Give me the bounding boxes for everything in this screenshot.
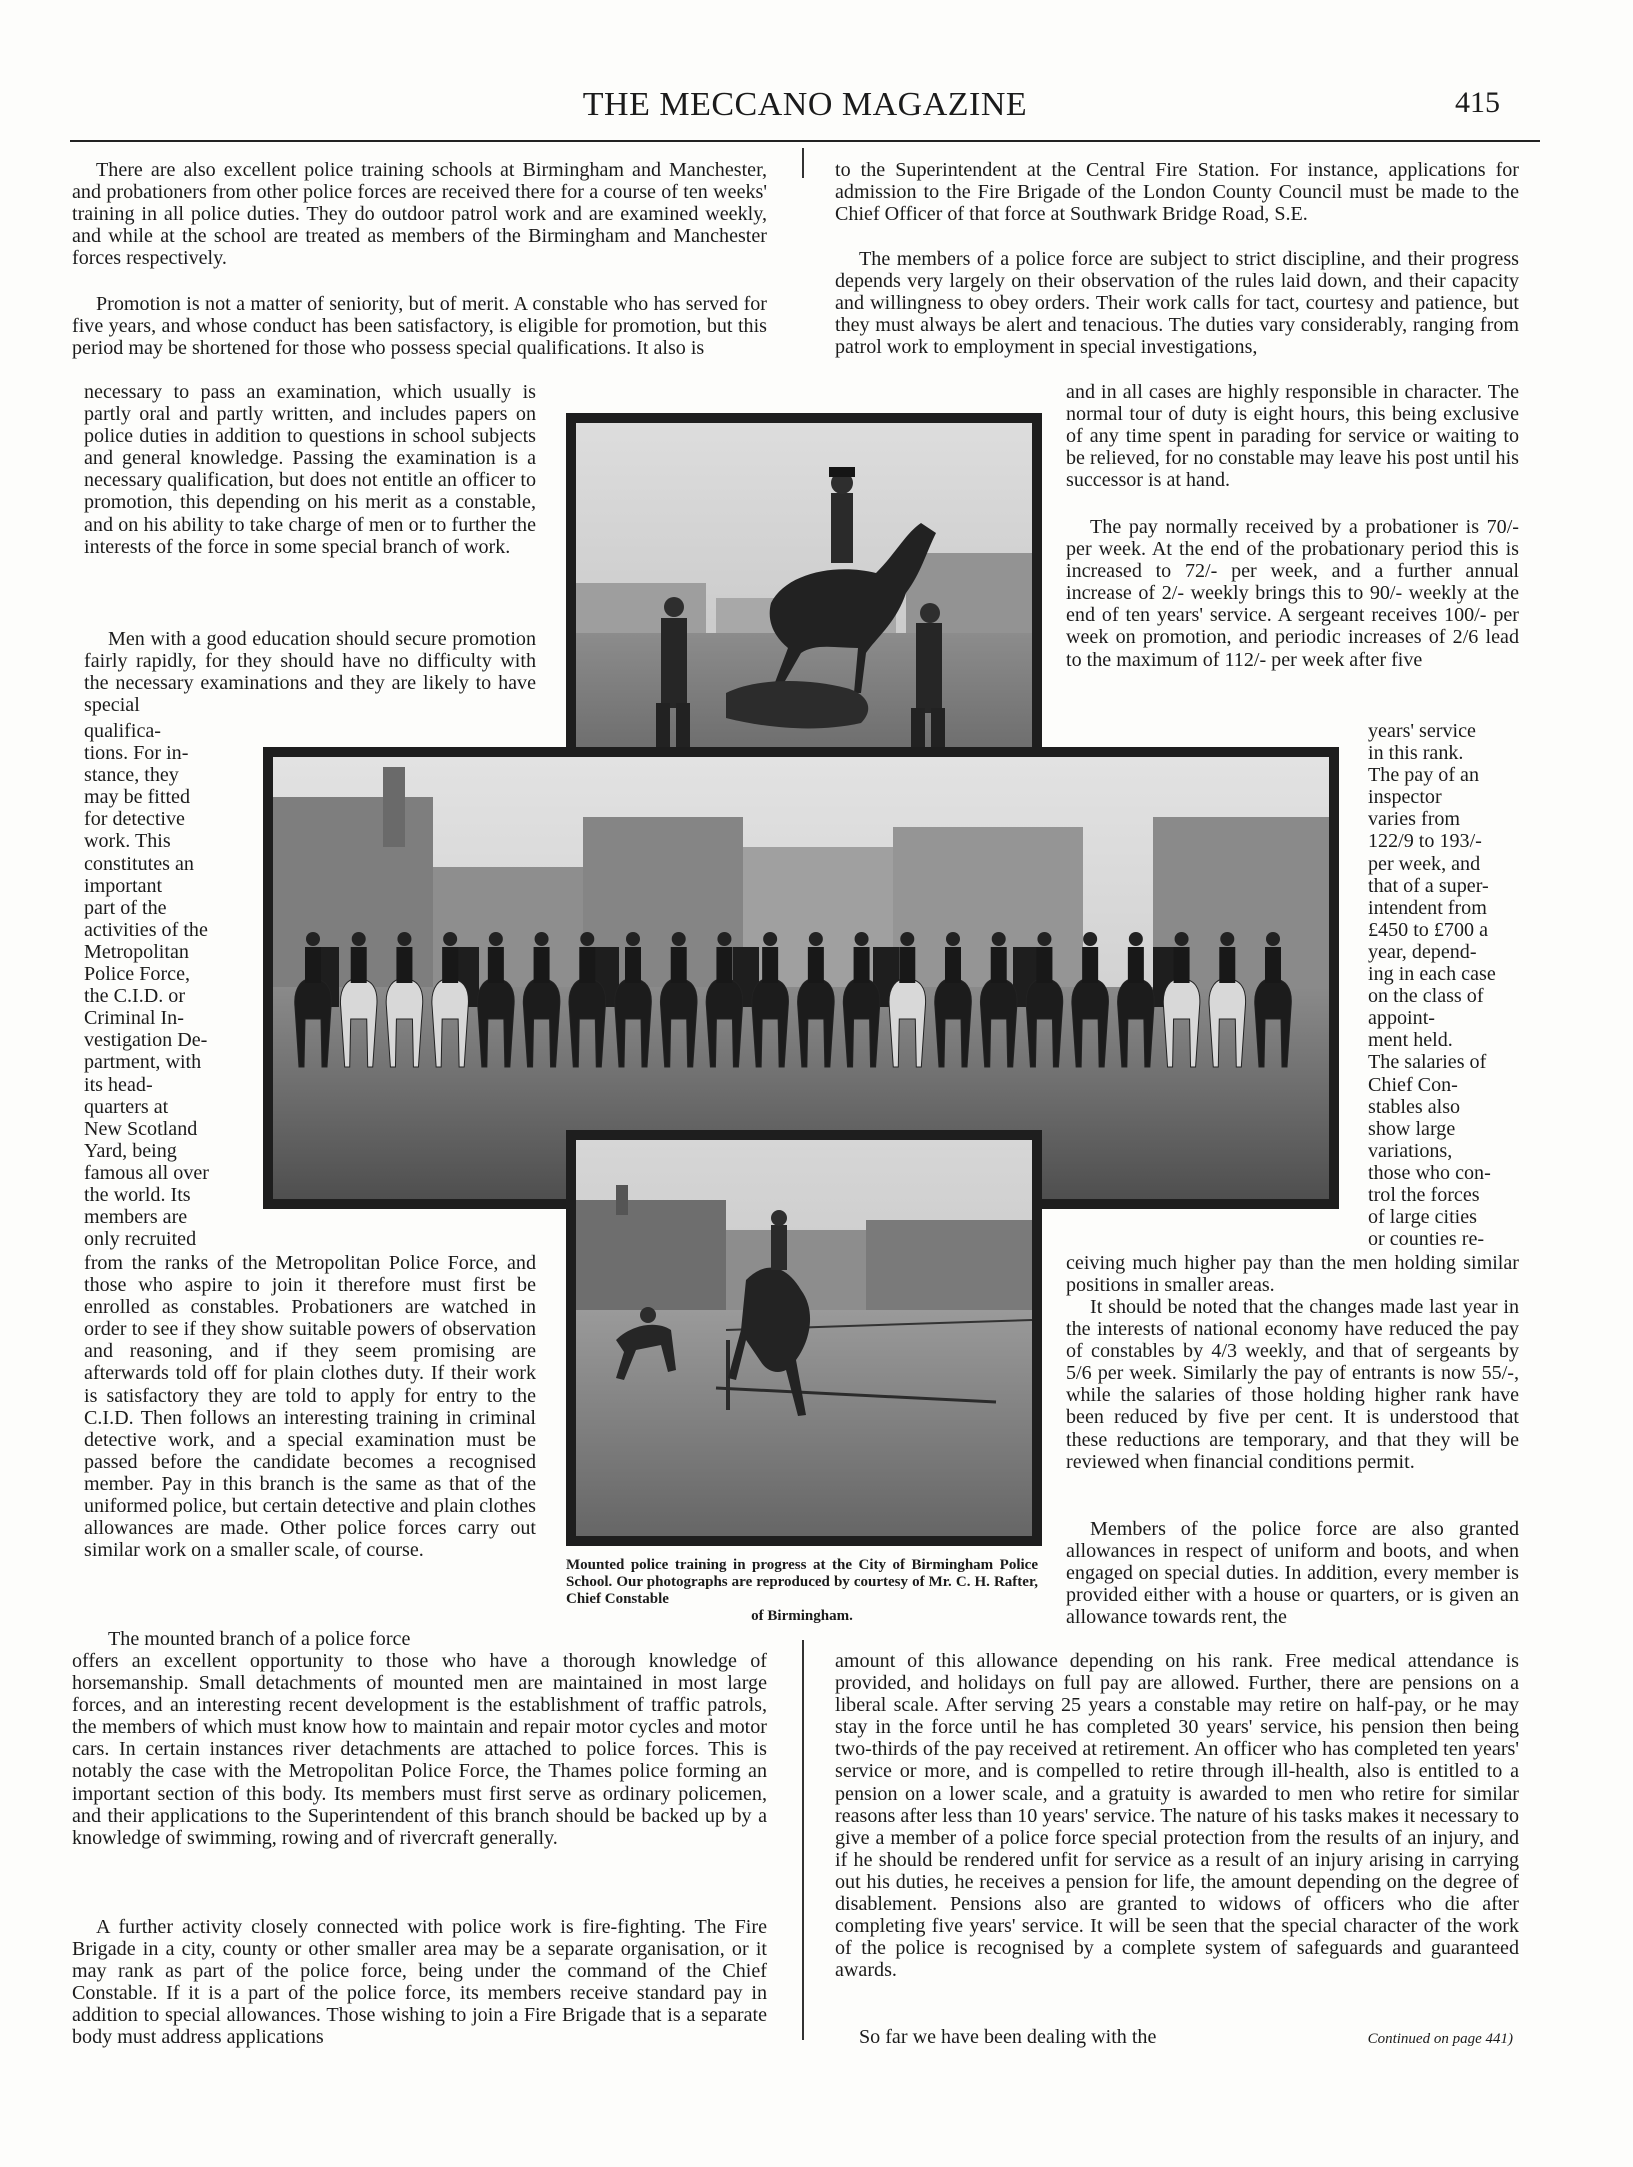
narrow-line: years' service [1368, 720, 1476, 742]
narrow-line: varies from [1368, 808, 1461, 831]
narrow-line: 122/9 to 193/- [1368, 830, 1482, 853]
rider-figure [351, 947, 367, 983]
right-paragraph-8: amount of this allowance depending on his rank. Free medical attendance is provided, and holidays on full pay are allowed. Further, there are pensions on a liberal scale. After serving 25 years a constable may retire on half-pay, or he may stay in the force until he has completed 30 years' service, his pension then being two-thirds of the pay received at retirement. An officer who has completed ten years' service or more, and is compelled to retire through ill-health, also is entitled to a pension on a lower scale, and a gratuity is awarded to men who retire for similar reasons after less than 10 years' service. The nature of his tasks makes it necessary to give a member of a police force special protection from the results of an injury, and if he should be rendered unfit for service as a result of an injury arising in carrying out his duties, he receives a pension for life, the amount depending on the degree of disablement. Pensions also are granted to widows of officers who die after completing five years' service. It will be seen that the special character of the work of the police is recognised by a complete system of safeguards and guaranteed awards. [835, 1650, 1519, 1982]
narrow-line: important [84, 874, 163, 897]
rider-head [900, 932, 914, 946]
narrow-line: constitutes an [84, 852, 194, 875]
narrow-line: part of the [84, 896, 167, 919]
rider-figure [1174, 947, 1190, 983]
column-divider-top [802, 148, 804, 178]
rider-figure [671, 947, 687, 983]
narrow-line: Criminal In- [84, 1007, 184, 1030]
rider-head [580, 932, 594, 946]
rider-figure [625, 947, 641, 983]
magazine-title: THE MECCANO MAGAZINE [582, 86, 1028, 123]
narrow-line: The salaries of [1368, 1051, 1487, 1074]
right-paragraph-3: and in all cases are highly responsible in character. The normal tour of duty is eight hours, this being exclusive of any time spent in parading for service or waiting to be relieved, for no constable may leave his post until his successor is at hand. [1066, 381, 1519, 492]
rider-figure [305, 947, 321, 983]
rider-figure [1219, 947, 1235, 983]
rider-head [443, 932, 457, 946]
narrow-line: famous all over [84, 1161, 209, 1184]
narrow-line: intendent from [1368, 896, 1487, 919]
rider-figure [579, 947, 595, 983]
narrow-line: only recruited [84, 1228, 197, 1251]
rider-head [489, 932, 503, 946]
narrow-line: Metropolitan [84, 940, 189, 963]
left-paragraph-6: The mounted branch of a police force [108, 1628, 411, 1650]
narrow-line: members are [84, 1206, 188, 1229]
right-paragraph-6: It should be noted that the changes made last year in the interests of national economy have reduced the pay of constables by 4/3 weekly, and that of sergeants by 5/6 per week. Similarly the pay of entrants is now 55/-, while the salaries of those holding higher rank have been reduced by five per cent. It is understood that these reductions are temporary, and that they will be reviewed when financial conditions permit. [1066, 1296, 1519, 1473]
rider-head [626, 932, 640, 946]
rider-head [1175, 932, 1189, 946]
rider-figure [1128, 947, 1144, 983]
rider-figure [1082, 947, 1098, 983]
narrow-line: quarters at [84, 1095, 169, 1118]
narrow-line: or counties re- [1368, 1228, 1485, 1251]
rider-figure [716, 947, 732, 983]
narrow-line: of large cities [1368, 1206, 1477, 1229]
rider-head [717, 932, 731, 946]
left-narrow-column [84, 720, 240, 1250]
narrow-line: trol the forces [1368, 1183, 1480, 1206]
photo-jump-practice-image [576, 1140, 1032, 1536]
narrow-line: stance, they [84, 764, 179, 787]
rider-head [1129, 932, 1143, 946]
rider-head [809, 932, 823, 946]
narrow-line: The pay of an [1368, 764, 1480, 787]
narrow-line: in this rank. [1368, 742, 1464, 765]
left-paragraph-2: Promotion is not a matter of seniority, but of merit. A constable who has served for five years, and whose conduct has been satisfactory, is eligible for promotion, but this period may be shortened for those who possess special qualifications. It also is [72, 293, 767, 360]
page-number: 415 [1455, 86, 1500, 119]
narrow-line: its head- [84, 1073, 153, 1096]
photo-caption: Mounted police training in progress at the City of Birmingham Police School. Our photographs are reproduced by courtesy of Mr. C. H. Rafter, Chief Constable of Birmingham. [566, 1557, 1038, 1624]
rider-figure [899, 947, 915, 983]
rider-figure [808, 947, 824, 983]
rider-figure [1265, 947, 1281, 983]
right-paragraph-2: The members of a police force are subject to strict discipline, and their progress depends very largely on their observation of the rules laid down, and their capacity and willingness to obey orders. Their work calls for tact, courtesy and patience, but they must always be alert and tenacious. The duties vary considerably, ranging from patrol work to employment in special investigations, [835, 248, 1519, 359]
rider-head [1266, 932, 1280, 946]
narrow-line: stables also [1368, 1095, 1461, 1118]
rider-head [397, 932, 411, 946]
column-divider-bottom [802, 1640, 804, 2040]
rider-head [763, 932, 777, 946]
rider-head [1037, 932, 1051, 946]
rider-head [672, 932, 686, 946]
right-paragraph-9: So far we have been dealing with the Continued on page 441) [835, 2026, 1519, 2048]
continued-note: Continued on page 441) [1367, 2031, 1513, 2047]
narrow-line: the world. Its [84, 1183, 191, 1206]
rider-head [992, 932, 1006, 946]
narrow-line: £450 to £700 a [1368, 918, 1488, 941]
header-rule [70, 140, 1540, 142]
rider-figure [1036, 947, 1052, 983]
narrow-line: that of a super- [1368, 874, 1489, 897]
rider-figure [762, 947, 778, 983]
narrow-line: inspector [1368, 786, 1442, 809]
narrow-line: year, depend- [1368, 940, 1477, 963]
narrow-line: show large [1368, 1117, 1456, 1140]
narrow-line: Chief Con- [1368, 1073, 1458, 1096]
rider-figure [854, 947, 870, 983]
left-paragraph-5: from the ranks of the Metropolitan Police Force, and those who aspire to join it therefore must first be enrolled as constables. Probationers are watched in order to see if they show suitable powers of observation and reasoning, and if they seem promising are afterwards told off for plain clothes duty. If their work is satisfactory they are told to apply for entry to the C.I.D. Then follows an interesting training in criminal detective work, and a special examination must be passed before the candidate becomes a recognised member. Pay in this branch is the same as that of the uniformed police, but certain detective and plain clothes allowances are made. Other police forces carry out similar work on a smaller scale, of course. [84, 1252, 536, 1562]
rider-head [1220, 932, 1234, 946]
rider-figure [396, 947, 412, 983]
right-paragraph-1: to the Superintendent at the Central Fire Station. For instance, applications for admission to the Fire Brigade of the London County Council must be made to the Chief Officer of that force at Southwark Bridge Road, S.E. [835, 159, 1519, 226]
narrow-line: partment, with [84, 1051, 202, 1074]
rider-head [1083, 932, 1097, 946]
rider-head [306, 932, 320, 946]
narrow-line: work. This [84, 830, 171, 853]
rider-figure [945, 947, 961, 983]
narrow-line: those who con- [1368, 1161, 1491, 1184]
narrow-line: ing in each case [1368, 963, 1496, 986]
narrow-line: may be fitted [84, 786, 191, 809]
right-paragraph-7: Members of the police force are also granted allowances in respect of uniform and boots, and when engaged on special duties. In addition, every member is provided either with a house or quarters, or is given an allowance towards rent, the [1066, 1518, 1519, 1629]
narrow-line: tions. For in- [84, 742, 189, 765]
left-paragraph-1: There are also excellent police training schools at Birmingham and Manchester, and probationers from other police forces are received there for a course of ten weeks' training in all police duties. They do outdoor patrol work and are examined weekly, and while at the school are treated as members of the Birmingham and Manchester forces respectively. [72, 159, 767, 270]
narrow-line: New Scotland [84, 1117, 198, 1140]
narrow-line: on the class of [1368, 985, 1484, 1008]
left-paragraph-3: necessary to pass an examination, which usually is partly oral and partly written, and includes papers on police duties in addition to questions in school subjects and general knowledge. Passing the examination is a necessary qualification, but does not entitle an officer to promotion, this depending on his merit as a constable, and on his ability to take charge of men or to further the interests of the force in some special branch of work. [84, 381, 536, 558]
rider-head [855, 932, 869, 946]
narrow-line: qualifica- [84, 720, 161, 742]
left-paragraph-4: Men with a good education should secure promotion fairly rapidly, for they should have no difficulty with the necessary examinations and they are likely to have special [84, 628, 536, 717]
narrow-line: ment held. [1368, 1029, 1453, 1052]
narrow-line: the C.I.D. or [84, 985, 186, 1008]
right-paragraph-4: The pay normally received by a probationer is 70/- per week. At the end of the probationary period this is increased to 72/- per week, and a further annual increase of 2/- weekly brings this to 90/- weekly at the end of ten years' service. A sergeant receives 100/- per week on promotion, and periodic increases of 2/6 lead to the maximum of 112/- per week after five [1066, 516, 1519, 671]
rider-head [535, 932, 549, 946]
narrow-line: for detective [84, 808, 185, 831]
rider-figure [442, 947, 458, 983]
rider-figure [534, 947, 550, 983]
narrow-line: Yard, being [84, 1139, 177, 1162]
rider-figure [488, 947, 504, 983]
page-header [70, 86, 1540, 130]
left-paragraph-8: A further activity closely connected with police work is fire-fighting. The Fire Brigade in a city, county or other smaller area may be a separate organisation, or it may rank as part of the police force, being under the command of the Chief Constable. If it is a part of the police force, its members receive standard pay in addition to special allowances. Those wishing to join a Fire Brigade that is a separate body must address applications [72, 1916, 767, 2049]
rider-figure [991, 947, 1007, 983]
photo-jump-practice [566, 1130, 1042, 1546]
rider-head [352, 932, 366, 946]
narrow-line: Police Force, [84, 963, 191, 986]
right-paragraph-5: ceiving much higher pay than the men holding similar positions in smaller areas. [1066, 1252, 1519, 1297]
left-paragraph-7: offers an excellent opportunity to those who have a thorough knowledge of horsemanship. Small detachments of mounted men are maintained in most large forces, and an interesting recent development is the establishment of traffic patrols, the members of which must know how to maintain and repair motor cycles and motor cars. In certain instances river detachments are attached to police forces. This is notably the case with the Metropolitan Police Force, the Thames police forming an important section of this body. Its members must first serve as ordinary policemen, and their applications to the Superintendent of this branch should be backed up by a knowledge of swimming, rowing and of rivercraft generally. [72, 1650, 767, 1849]
narrow-line: per week, and [1368, 852, 1481, 875]
right-narrow-column [1368, 720, 1520, 1250]
narrow-line: variations, [1368, 1139, 1453, 1162]
rider-head [946, 932, 960, 946]
narrow-line: activities of the [84, 918, 208, 941]
narrow-line: appoint- [1368, 1007, 1435, 1030]
narrow-line: vestigation De- [84, 1029, 208, 1052]
